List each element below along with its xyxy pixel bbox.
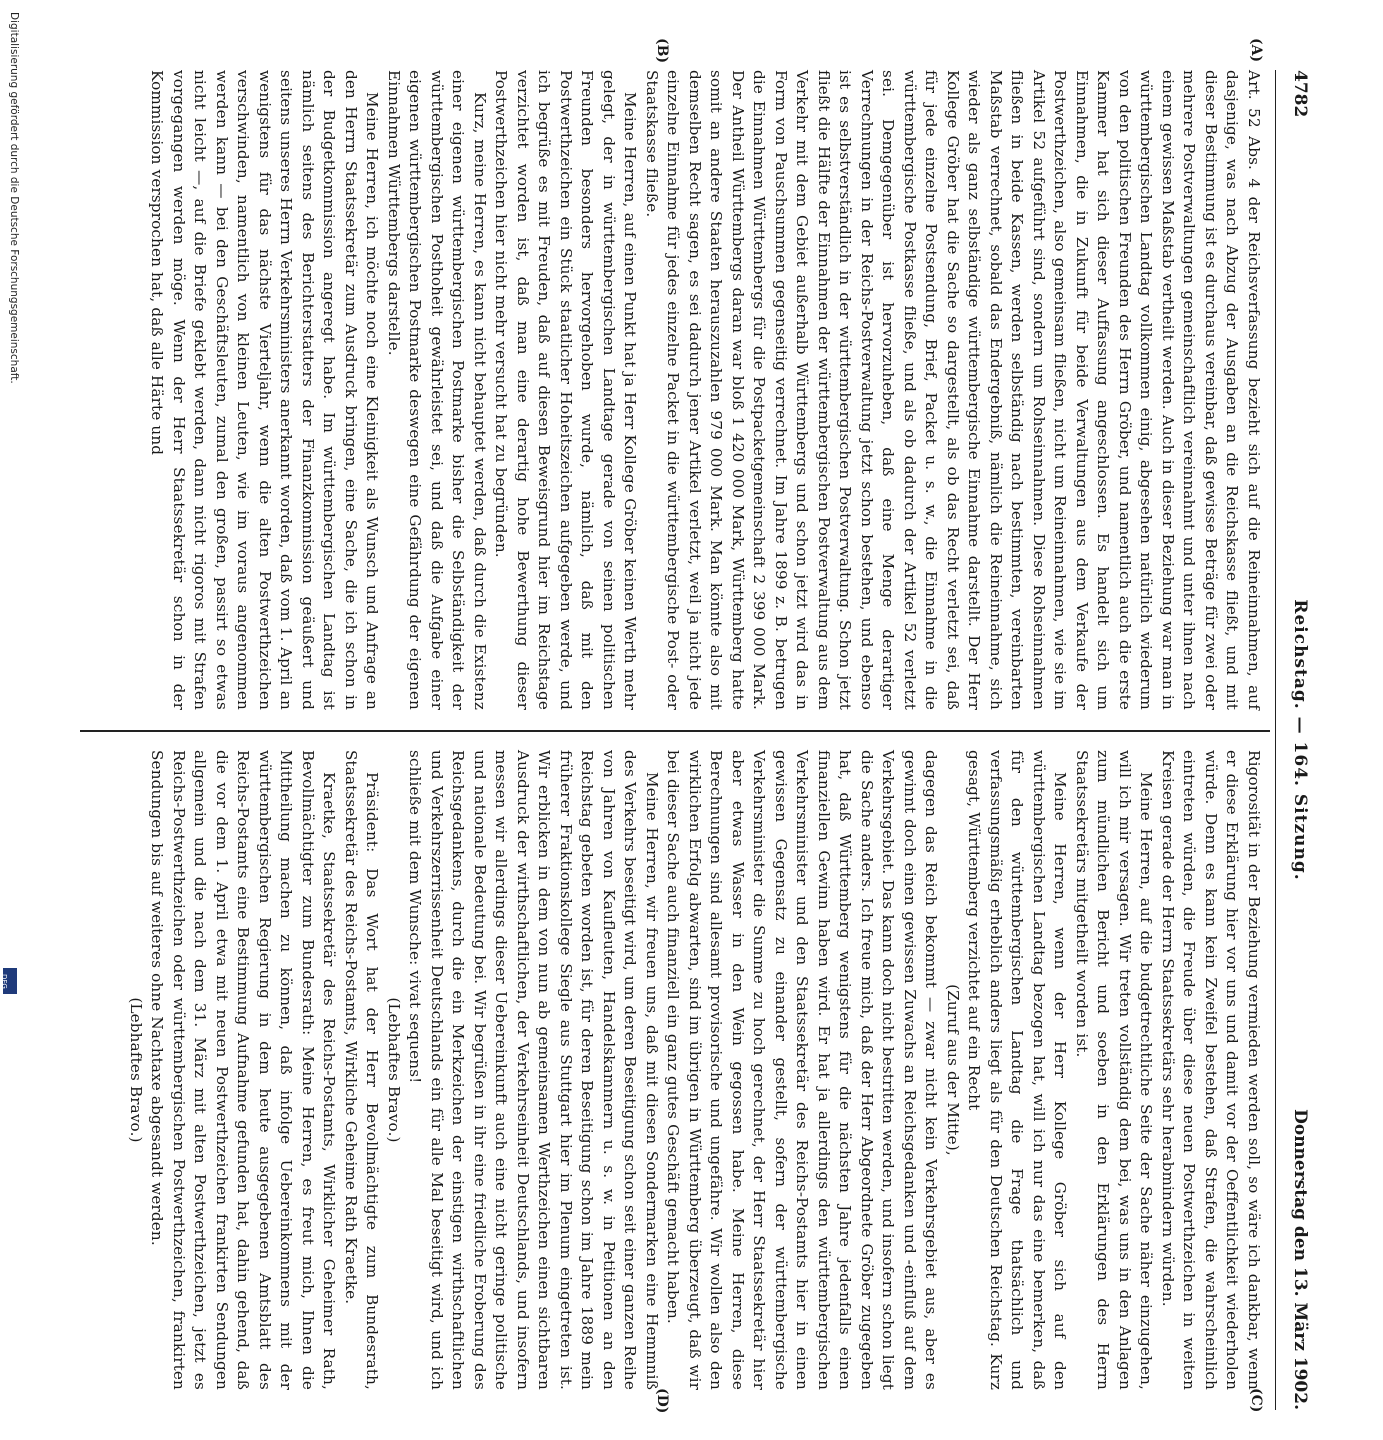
printed-page bbox=[70, 40, 1310, 1440]
page-number: 4782 bbox=[1290, 70, 1310, 118]
paragraph: Meine Herren, auf einen Punkt hat ja Herr Kollege Gröber keinen Werth mehr gelegt, der in württembergischen Landtage gerade von seinen politischen Freunden besonders hervorgehoben wurde, nämlich, daß mit den Postwerthzeichen ein Stück staatlicher Hoheitszeichen aufgegeben werde, und ich begrüße es mit Freuden, daß auf diesen Beweisgrund hier im Reichstage verzichtet worden ist, daß man eine derartig hohe Bewerthung dieser Postwerthzeichen hier nicht mehr versucht hat zu begründen. bbox=[492, 70, 640, 710]
interjection: (Zuruf aus der Mitte), bbox=[944, 984, 962, 1156]
speaker-statement: Kraetke, Staatssekretär des Reichs-Postamts, Wirklicher Geheimer Rath, Bevollmächtigter zum Bundesrath: Meine Herren, es freut mich, Ihnen die Mittheilung machen zu können, daß infolge Uebereinkommens mit der württembergischen Regierung in dem heute ausgegebenen Amtsblatt des Reichs-Postamts eine Bestimmung Aufnahme gefunden hat, dahin gehend, daß die vor dem 1. April etwa mit neuen Postwerthzeichen frankirten Sendungen allgemein und die nach dem 31. März mit alten Postwerthzeichen, jetzt es Reichs-Postwerthzeichen oder württembergischen Postwerthzeichen, frankirten Sendungen bis auf weiteres ohne Nachtaxe abgesandt werden. bbox=[148, 750, 339, 1390]
left-column bbox=[146, 70, 1264, 710]
margin-mark-c: (C) bbox=[1248, 1388, 1264, 1413]
session-date: Donnerstag den 13. März 1902. bbox=[1290, 1109, 1310, 1410]
paragraph: Rigorosität in der Beziehung vermieden werden soll, so wäre ich dankbar, wenn er diese Erklärung hier vor uns und damit vor der Oeffentlichkeit wiederholen würde. Denn es kann kein Zweifel bestehen, daß Strafen, die wahrscheinlich eintreten würden, die Freude über diese neuen Postwerthzeichen in weiten Kreisen gerade der Herrn Staatssekretärs sehr herabmindern würden. bbox=[1159, 750, 1263, 1390]
paragraph: Kurz, meine Herren, es kann nicht behauptet werden, daß durch die Existenz einer eigenen württembergischen Postmarke bisher die Selbständigkeit der württembergischen Posthoheit gewährleistet sei, und daß die Aufgabe einer eigenen württembergischen Postmarke deswegen eine Gefährdung der eigenen Einnahmen Württembergs darstelle. bbox=[385, 70, 489, 710]
paragraph: Meine Herren, wenn der Herr Kollege Gröber sich auf den württembergischen Landtag bezogen hat, will ich nur das eine bemerken, daß für den württembergischen Landtag die Frage thatsächlich und verfassungsmäßig erheblich anders liegt als für den Deutschen Reichstag. Kurz gesagt, Württemberg verzichtet auf ein Recht bbox=[965, 750, 1070, 1390]
paragraph: Art. 52 Abs. 4 der Reichsverfassung bezieht sich auf die Reineinnahmen, auf dasjenige, was nach Abzug der Ausgaben an die Reichskasse fließt, und mit dieser Bestimmung ist es durchaus vereinbar, daß gewisse Beträge für zwei oder mehrere Postverwaltungen gemeinschaftlich vereinnahmt und unter ihnen nach einem gewissen Maßstab vertheilt werden. Auch in dieser Beziehung war man in württembergischen Landtag vollkommen einig, abgesehen natürlich wiederum von den politischen Freunden des Herrn Gröber, und namentlich auch die erste Kammer hat sich dieser Auffassung angeschlossen. Es handelt sich um Einnahmen, die in Zukunft für beide Verwaltungen aus dem Verkaufe der Postwerthzeichen, also gemeinsam fließen, nicht um Reineinnahmen, wie sie im Artikel 52 aufgeführt sind, sondern um Rohseinnahmen. Diese Rohseinnahmen fließen in beide Kassen, werden selbständig nach bestimmten, vereinbarten Maßstab verrechnet, sobald das Endergebniß, nämlich die Reineinnahme, sich wieder als ganz selbständige württembergische Einnahme darstellt. Der Herr Kollege Gröber hat die Sache so dargestellt, als ob das Recht verletzt sei, daß für jede einzelne Postsendung, Brief, Packet u. s. w., die Einnahme in die württembergische Postkasse fließe, und als ob dadurch der Artikel 52 verletzt sei. Demgegenüber ist hervorzuheben, daß eine Menge derartiger Verrechnungen in der Reichs-Postverwaltung jetzt schon bestehen, und ebenso ist es selbstverständlich in der württembergischen Postverwaltung. Schon jetzt fließt die Hälfte der Einnahmen der württembergischen Postverwaltung aus dem Verkehr mit dem Gebiet außerhalb Württembergs und schon jetzt wird das in Form von Pauschsummen gegenseitig verrechnet. Im Jahre 1899 z. B. betrugen die Einnahmen Württembergs für die Postpacketgemeinschaft 2 399 000 Mark. Der Antheil Württembergs daran war bloß 1 420 000 Mark, Württemberg hatte somit an andere Staaten herauszuzahlen 979 000 Mark. Man könnte also mit demselben Recht sagen, es sei dadurch jener Artikel verletzt, weil ja nicht jede einzelne Einnahme für jedes einzelne Packet in die württembergische Post- oder Staatskasse fließe. bbox=[643, 70, 1263, 710]
header-rule bbox=[1275, 70, 1276, 1410]
paragraph: Meine Herren, ich möchte noch eine Kleinigkeit als Wunsch und Anfrage an den Herrn Staatssekretär zum Ausdruck bringen, eine Sache, die ich schon in der Budgetkommission angeregt habe. Im württembergischen Landtag ist nämlich seitens des Berichterstatters der Finanzkommission geäußert und seitens unseres Herrn Verkehrsministers anerkannt worden, daß vom 1. April an wenigstens für das nächste Vierteljahr, wenn die alten Postwerthzeichen verschwinden, namentlich von kleinen Leuten, wie im voraus angenommen werden kann — bei den Geschäftsleuten, zumal den großen, passirt so etwas nicht leicht —, auf die Briefe geklebt werden, dann nicht rigoros mit Strafen vorgegangen werden möge. Wenn der Herr Staatssekretär schon in der Kommission versprochen hat, daß alle Härte und bbox=[148, 70, 382, 710]
applause-note: (Lebhaftes Bravo.) bbox=[127, 997, 145, 1143]
column-divider bbox=[80, 730, 1270, 732]
margin-mark-d: (D) bbox=[654, 1388, 670, 1414]
paragraph: Meine Herren, wir freuen uns, daß mit diesen Sondermarken eine Hemmniß des Verkehrs beseitigt wird, um deren Beseitigung schon seit einer ganzen Reihe von Jahren von Kaufleuten, Handelskammern u. s. w. in Petitionen an den Reichstag gebeten worden ist, für deren Beseitigung schon im Jahre 1889 mein früherer Fraktionskollege Siegle aus Stuttgart hier im Plenum eingetreten ist. Wir erblicken in dem von nun ab gemeinsamen Werthzeichen einen sichtbaren Ausdruck der wirthschaftlichen, der Verkehrseinheit Deutschlands, und insofern messen wir allerdings dieser Uebereinkunft auch eine nicht geringe politische und nationale Bedeutung bei. Wir begrüßen in ihr eine friedliche Eroberung des Reichsgedankens, durch die ein Merkzeichen der einstigen wirthschaftlichen und Verkehrszerrissenheit Deutschlands ein für alle Mal beseitigt wird, und ich schließe mit dem Wunsche: vivat sequens! bbox=[406, 750, 661, 1390]
paragraph: dagegen das Reich bekommt — zwar nicht kein Verkehrsgebiet aus, aber es gewinnt doch einen gewissen Zuwachs an Reichsgedanken und -einfluß auf dem Verkehrsgebiet. Das kann doch nicht bestritten werden, und insofern schon liegt die Sache anders. Ich freue mich, daß der Herr Abgeordnete Gröber zugegeben hat, daß Württemberg wenigstens für die nächsten Jahre jedenfalls einen finanziellen Gewinn haben wird. Er hat ja allerdings den württembergischen Verkehrsminister und den Staatssekretär des Reichs-Postamts hier in einen gewissen Gegensatz zu einander gestellt, sofern der württembergische Verkehrsminister die Summe zu hoch gerechnet, der Herr Staatssekretär hier aber etwas Wasser in den Wein gegossen habe. Meine Herren, diese Berechnungen sind allesamt provisorische und ungefähre. Wir wollen also den wirklichen Erfolg abwarten, sind im übrigen in Württemberg überzeugt, daß wir bei dieser Sache auch finanziell ein ganz gutes Geschäft gemacht haben. bbox=[664, 750, 941, 1390]
president-statement: Präsident: Das Wort hat der Herr Bevollmächtigte zum Bundesrath, Staatssekretär des Reichs-Postamts, Wirkliche Geheime Rath Kraetke. bbox=[342, 750, 382, 1390]
digitization-credit bbox=[6, 0, 20, 1000]
margin-mark-a: (A) bbox=[1248, 38, 1264, 63]
right-column bbox=[125, 750, 1265, 1390]
margin-mark-b: (B) bbox=[654, 38, 670, 64]
session-title: Reichstag. — 164. Sitzung. bbox=[1290, 599, 1310, 881]
applause-note: (Lebhaftes Bravo.) bbox=[385, 997, 403, 1143]
paragraph: Meine Herren, auf die budgetrechtliche Seite der Sache näher einzugehen, will ich mir versagen. Wir treten vollständig dem bei, was uns in den Anlagen zum mündlichen Bericht und soeben in den Erklärungen des Herrn Staatssekretärs mitgetheilt worden ist. bbox=[1073, 750, 1156, 1390]
page-header bbox=[1278, 70, 1310, 1410]
credit-text: Digitalisierung gefördert durch die Deutsche Forschungsgemeinschaft. bbox=[8, 12, 20, 384]
dfg-logo: DFG bbox=[3, 968, 17, 994]
